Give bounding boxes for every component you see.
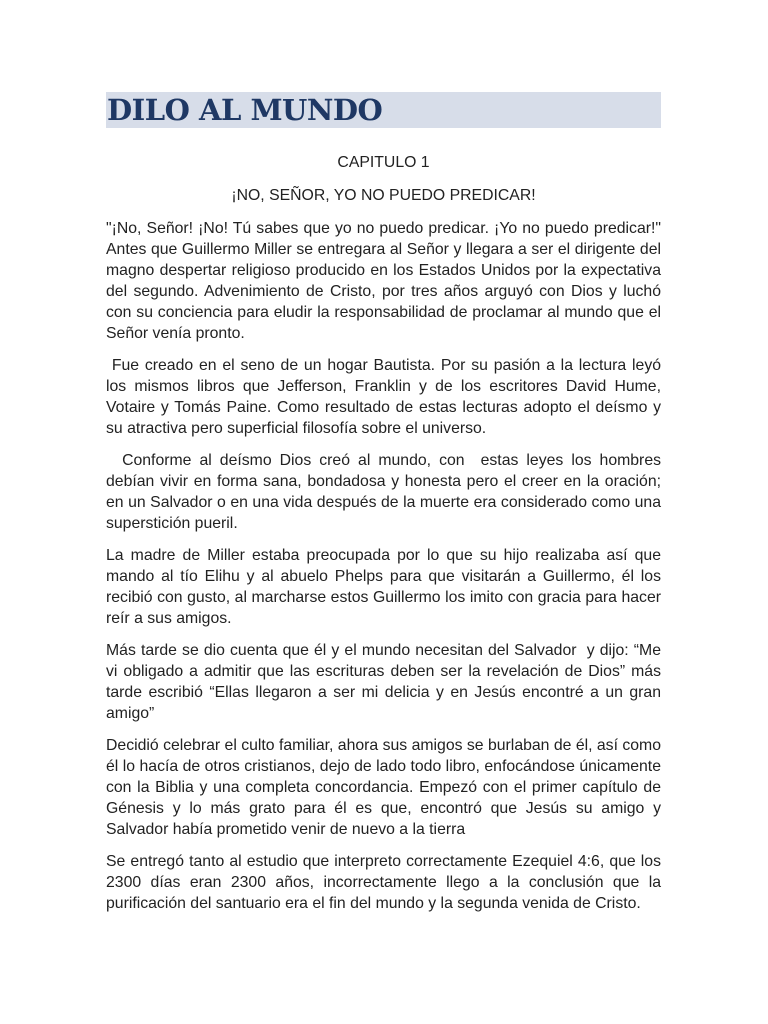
paragraph: Fue creado en el seno de un hogar Bautista. Por su pasión a la lectura leyó los mismos libros que Jefferson, Franklin y de los escritores David Hume, Votaire y Tomás Paine. Como resultado de estas lecturas adopto el deísmo y su atractiva pero superficial filosofía sobre el universo. — [106, 357, 666, 437]
paragraph: La madre de Miller estaba preocupada por lo que su hijo realizaba así que mando al tío Elihu y al abuelo Phelps para que visitarán a Guillermo, él los recibió con gusto, al marcharse estos Guillermo los imito con gracia para hacer reír a sus amigos. — [106, 547, 666, 627]
paragraph: Más tarde se dio cuenta que él y el mundo necesitan del Salvador y dijo: “Me vi obligado a admitir que las escrituras deben ser la revelación de Dios” más tarde escribió “Ellas llegaron a ser mi delicia y en Jesús encontré a un gran amigo” — [106, 642, 666, 722]
paragraph: Conforme al deísmo Dios creó al mundo, con estas leyes los hombres debían vivir en forma sana, bondadosa y honesta pero el creer en la oración; en un Salvador o en una vida después de la muerte era considerado como una superstición pueril. — [106, 452, 666, 532]
document-title: DILO AL MUNDO — [107, 93, 383, 127]
document-body — [106, 152, 666, 925]
paragraph: Se entregó tanto al estudio que interpreto correctamente Ezequiel 4:6, que los 2300 días eran 2300 años, incorrectamente llego a la conclusión que la purificación del santuario era el fin del mundo y la segunda venida de Cristo. — [106, 853, 666, 912]
paragraph: Decidió celebrar el culto familiar, ahora sus amigos se burlaban de él, así como él lo hacía de otros cristianos, dejo de lado todo libro, enfocándose únicamente con la Biblia y una completa concordancia. Empezó con el primer capítulo de Génesis y lo más grato para él es que, encontró que Jesús su amigo y Salvador había prometido venir de nuevo a la tierra — [106, 737, 666, 838]
paragraph: "¡No, Señor! ¡No! Tú sabes que yo no puedo predicar. ¡Yo no puedo predicar!" Antes que Guillermo Miller se entregara al Señor y llegara a ser el dirigente del magno despertar religioso producido en los Estados Unidos por la expectativa del segundo. Advenimiento de Cristo, por tres años arguyó con Dios y luchó con su conciencia para eludir la responsabilidad de proclamar al mundo que el Señor venía pronto. — [106, 220, 666, 342]
chapter-title: ¡NO, SEÑOR, YO NO PUEDO PREDICAR! — [231, 187, 536, 204]
chapter-heading: CAPITULO 1 — [337, 154, 430, 171]
